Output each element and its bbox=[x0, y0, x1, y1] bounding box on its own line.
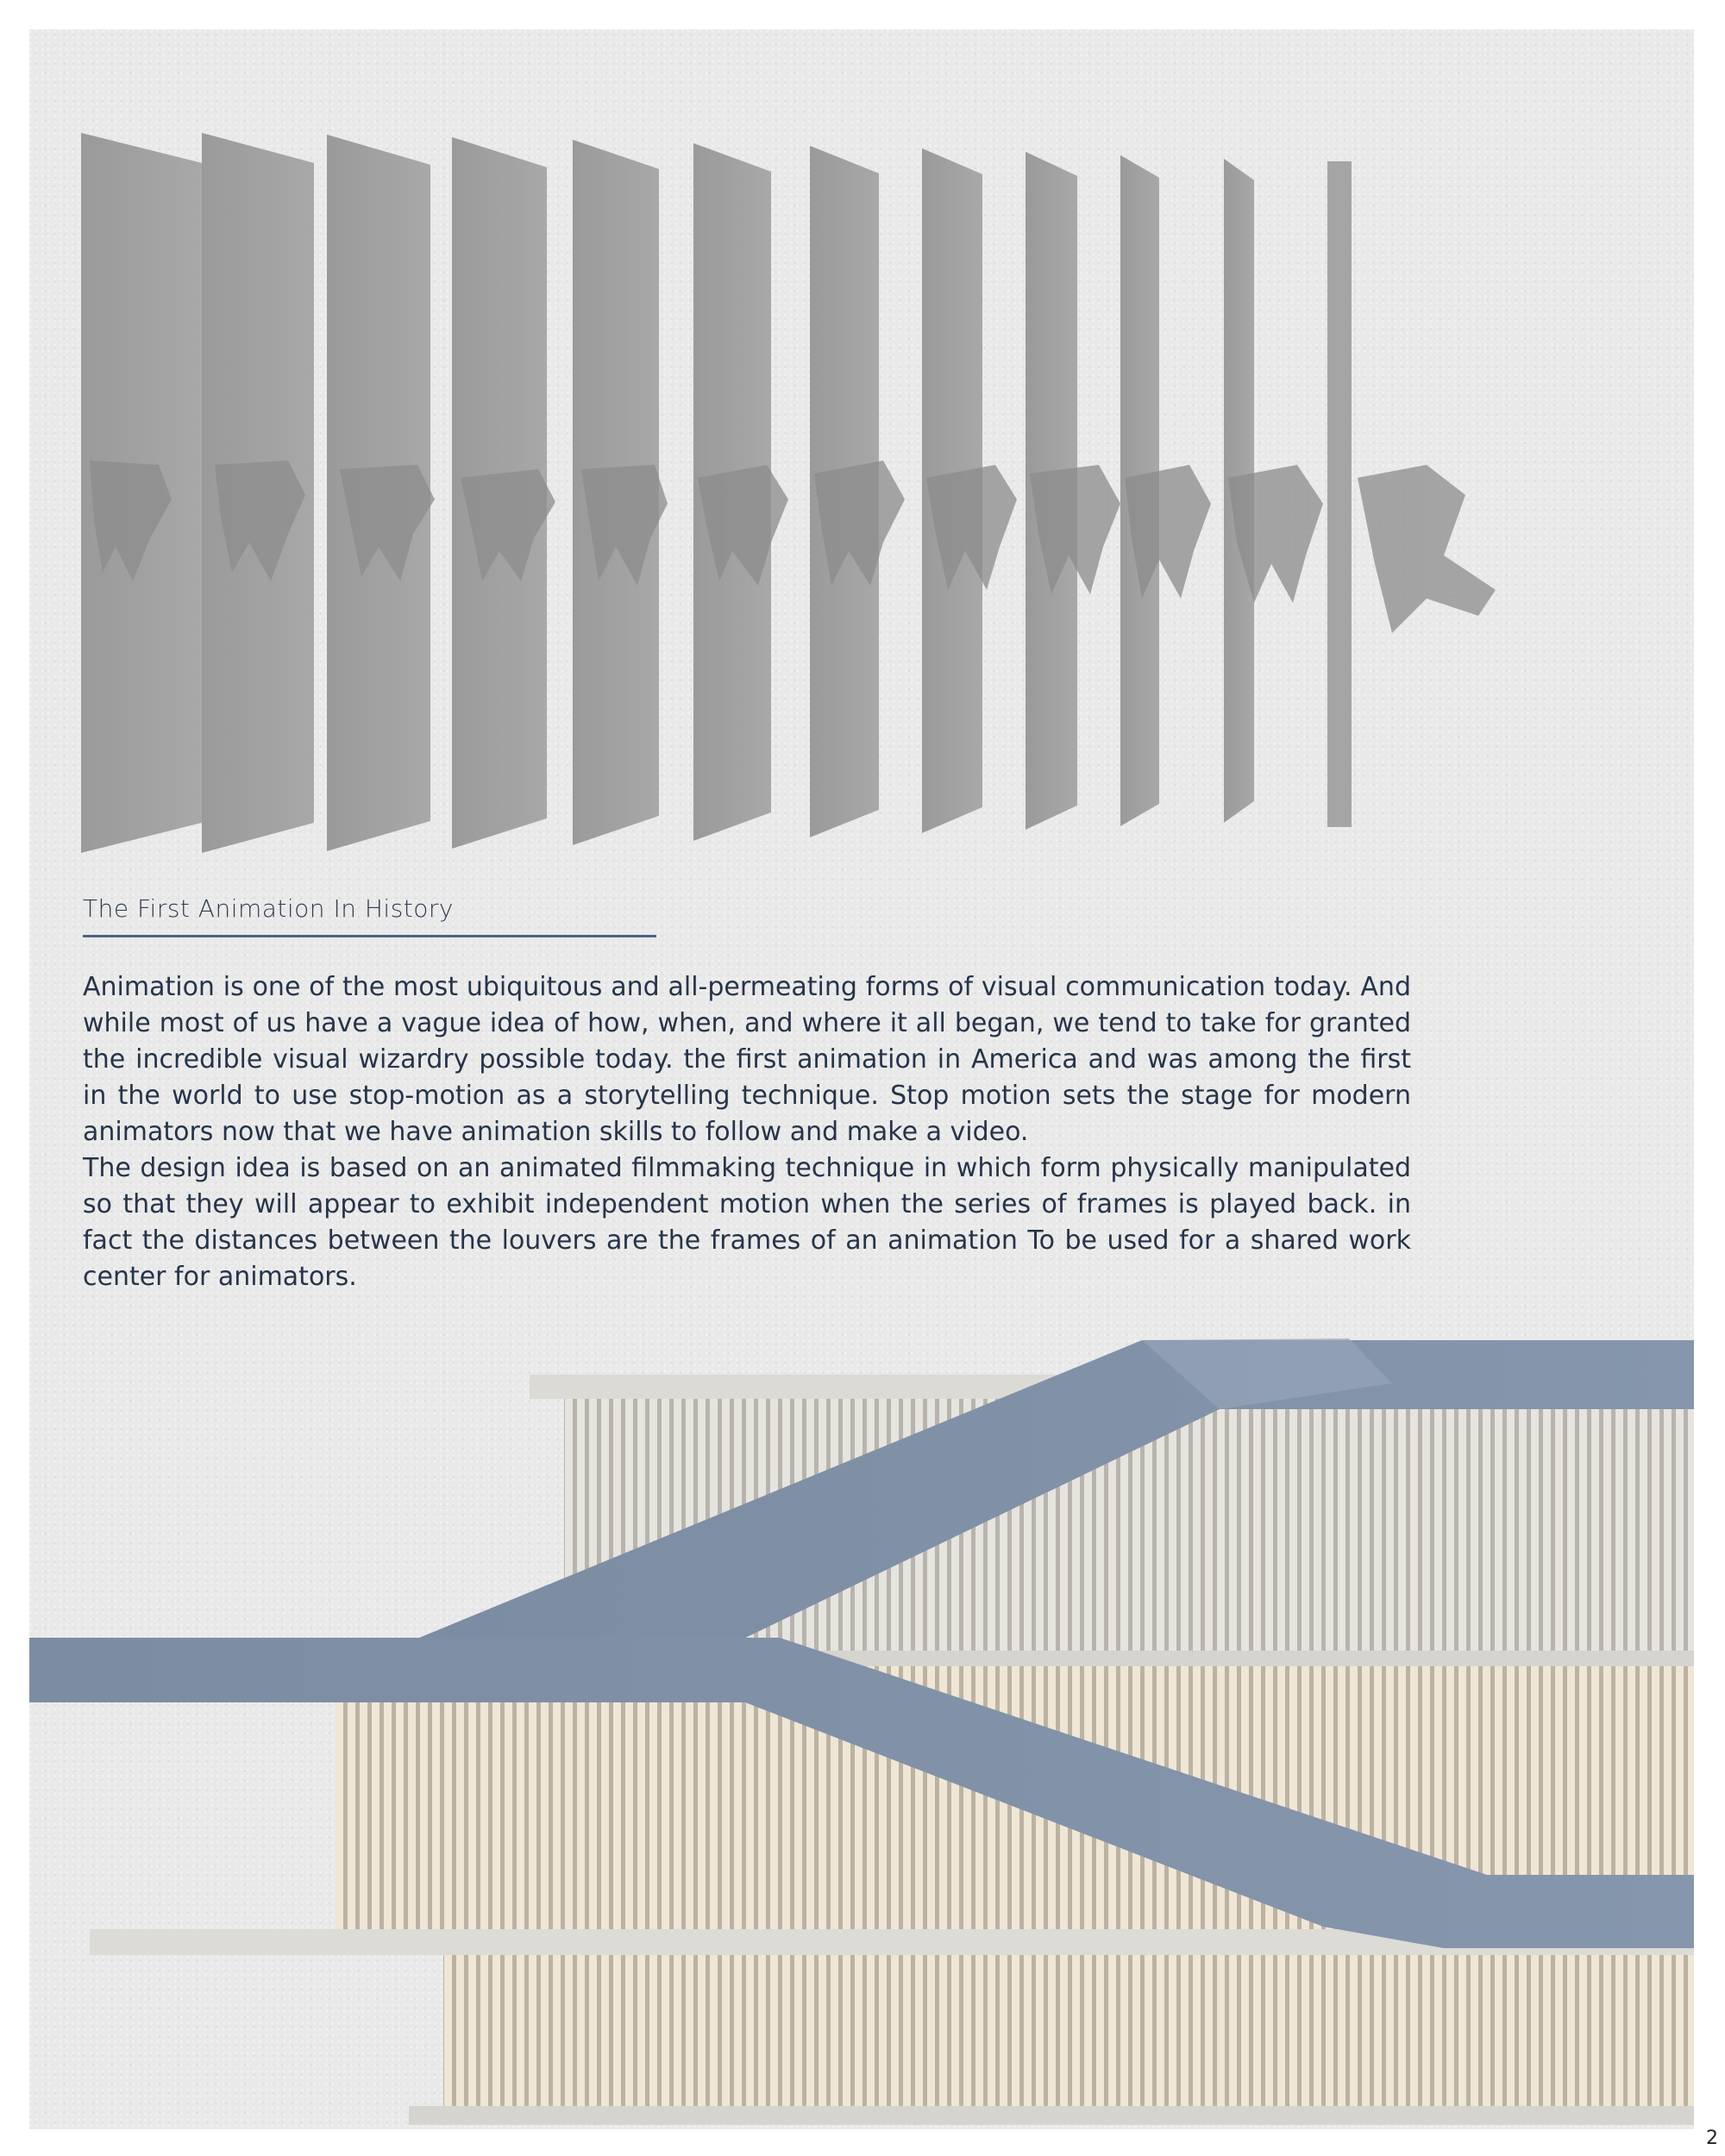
caption-underline bbox=[83, 935, 656, 937]
description-text bbox=[83, 969, 1411, 1295]
paragraph: The design idea is based on an animated filmmaking technique in which form physically manipulated so that they will appear to exhibit independent motion when the series of frames is played back. in fact the distances between the louvers are the frames of an animation To be used for a shared work center for animators. bbox=[83, 1153, 1411, 1292]
figure-caption: The First Animation In History bbox=[83, 894, 454, 923]
page-number: 2 bbox=[1706, 2128, 1718, 2149]
louver-animation-diagram bbox=[29, 29, 1694, 892]
presentation-sheet bbox=[29, 29, 1694, 2129]
lower-floor-louvers bbox=[443, 1955, 1694, 2106]
building-elevation bbox=[29, 1314, 1694, 2129]
ground-slab bbox=[409, 2106, 1694, 2125]
paragraph: Animation is one of the most ubiquitous and all-permeating forms of visual communication today. And while most of us have a vague idea of how, when, and where it all began, we tend to take for granted the incredible visual wizardry possible today. the first animation in America and was among the first in the world to use stop-motion as a storytelling technique. Stop motion sets the stage for modern animators now that we have animation skills to follow and make a video. bbox=[83, 972, 1411, 1147]
silhouette-frame bbox=[1358, 465, 1496, 633]
louver-panel bbox=[1327, 161, 1352, 827]
